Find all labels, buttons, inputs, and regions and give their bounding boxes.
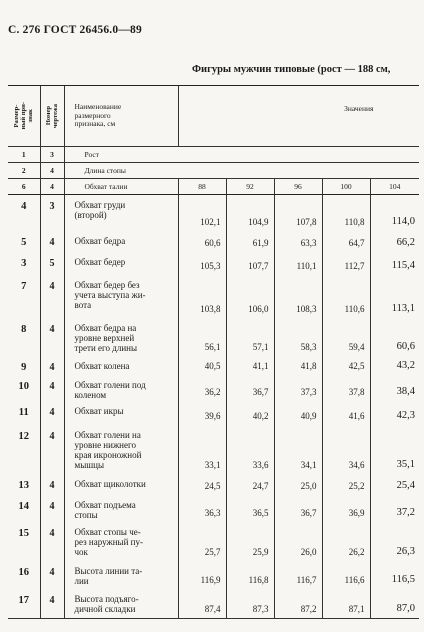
value-cell: 34,6 <box>322 425 370 474</box>
value-cell: 26,3 <box>370 522 419 561</box>
table-row <box>8 425 419 474</box>
value-cell: 116,7 <box>274 561 322 589</box>
feature-number: 1 <box>8 147 40 163</box>
value-cell: 40,5 <box>178 356 226 375</box>
empty-values-cell <box>178 147 419 163</box>
value-cell: 37,2 <box>370 495 419 522</box>
value-cell: 25,2 <box>322 474 370 495</box>
feature-name: Обхват голени на уровне нижнего края икроножной мышцы <box>64 425 178 474</box>
feature-number: 4 <box>21 201 27 212</box>
waist-girth-value: 96 <box>274 179 322 195</box>
value-cell: 37,3 <box>274 375 322 401</box>
waist-girth-value: 88 <box>178 179 226 195</box>
feature-name: Обхват бедер без учета выступа жи- вота <box>64 275 178 318</box>
value-cell: 36,2 <box>178 375 226 401</box>
feature-number: 2 <box>8 163 40 179</box>
value-cell: 105,3 <box>178 252 226 275</box>
feature-number: 9 <box>21 361 27 373</box>
value-cell: 25,7 <box>178 522 226 561</box>
value-cell: 33,6 <box>226 425 274 474</box>
table-row <box>8 495 419 522</box>
value-cell: 40,9 <box>274 401 322 425</box>
feature-number: 14 <box>18 500 29 512</box>
drawing-number: 4 <box>40 318 64 356</box>
value-cell: 110,1 <box>274 252 322 275</box>
value-cell: 42,3 <box>370 401 419 425</box>
value-cell: 36,3 <box>178 495 226 522</box>
drawing-number: 5 <box>40 252 64 275</box>
value-cell: 87,1 <box>322 589 370 619</box>
table-row <box>8 589 419 619</box>
value-cell: 36,7 <box>226 375 274 401</box>
value-cell: 116,9 <box>178 561 226 589</box>
feature-number: 13 <box>18 479 29 491</box>
value-cell: 60,6 <box>178 231 226 252</box>
value-cell: 33,1 <box>178 425 226 474</box>
value-cell: 26,2 <box>322 522 370 561</box>
value-cell: 104,9 <box>226 195 274 231</box>
feature-number: 7 <box>21 280 27 292</box>
value-cell: 115,4 <box>370 252 419 275</box>
value-cell: 103,8 <box>178 275 226 318</box>
value-cell: 107,8 <box>274 195 322 231</box>
value-cell: 34,1 <box>274 425 322 474</box>
drawing-number: 4 <box>40 589 64 619</box>
value-cell: 116,5 <box>370 561 419 589</box>
feature-number: 12 <box>18 430 29 442</box>
measurements-table <box>8 85 419 619</box>
value-cell: 24,5 <box>178 474 226 495</box>
feature-name: Обхват бедра <box>64 231 178 252</box>
value-cell: 112,7 <box>322 252 370 275</box>
value-cell: 87,2 <box>274 589 322 619</box>
value-cell: 63,3 <box>274 231 322 252</box>
value-cell: 59,4 <box>322 318 370 356</box>
feature-name: Обхват талии <box>64 179 178 195</box>
drawing-number: 4 <box>40 522 64 561</box>
header-feature-name: Наименование размерного признака, см <box>64 86 178 147</box>
drawing-number: 3 <box>40 147 64 163</box>
header-values <box>178 86 419 147</box>
value-cell: 57,1 <box>226 318 274 356</box>
feature-name: Высота подъяго- дичной складки <box>64 589 178 619</box>
value-cell: 24,7 <box>226 474 274 495</box>
value-cell: 110,6 <box>322 275 370 318</box>
value-cell: 108,3 <box>274 275 322 318</box>
table-row <box>8 356 419 375</box>
feature-number: 8 <box>21 323 27 335</box>
value-cell: 38,4 <box>370 375 419 401</box>
drawing-number: 4 <box>40 231 64 252</box>
table-row <box>8 401 419 425</box>
feature-name: Рост <box>64 147 178 163</box>
drawing-number: 4 <box>40 425 64 474</box>
feature-name: Высота линии та- лии <box>64 561 178 589</box>
drawing-number: 4 <box>40 474 64 495</box>
table-row <box>8 474 419 495</box>
value-cell: 25,4 <box>370 474 419 495</box>
feature-number: 6 <box>8 179 40 195</box>
drawing-number: 3 <box>40 195 64 231</box>
value-cell: 66,2 <box>370 231 419 252</box>
value-cell: 36,5 <box>226 495 274 522</box>
feature-name: Обхват голени под коленом <box>64 375 178 401</box>
value-cell: 113,1 <box>370 275 419 318</box>
drawing-number: 4 <box>40 375 64 401</box>
drawing-number: 4 <box>40 275 64 318</box>
value-cell: 87,4 <box>178 589 226 619</box>
value-cell: 87,3 <box>226 589 274 619</box>
table-row <box>8 561 419 589</box>
feature-number: 3 <box>21 257 27 269</box>
value-cell: 36,7 <box>274 495 322 522</box>
drawing-number: 4 <box>40 401 64 425</box>
feature-number: 10 <box>18 380 29 392</box>
feature-name: Обхват стопы че- рез наружный пу- чок <box>64 522 178 561</box>
waist-girth-value: 92 <box>226 179 274 195</box>
value-cell: 40,2 <box>226 401 274 425</box>
value-cell: 60,6 <box>370 318 419 356</box>
feature-name: Обхват щиколотки <box>64 474 178 495</box>
value-cell: 114,0 <box>370 195 419 231</box>
table-row <box>8 231 419 252</box>
table-row <box>8 195 419 231</box>
header-feature-number <box>8 86 40 147</box>
feature-number: 17 <box>8 589 40 619</box>
value-cell: 56,1 <box>178 318 226 356</box>
value-cell: 41,6 <box>322 401 370 425</box>
table-row <box>8 275 419 318</box>
value-cell: 61,9 <box>226 231 274 252</box>
value-cell: 87,0 <box>370 589 419 619</box>
value-cell: 107,7 <box>226 252 274 275</box>
subheader-row <box>8 179 419 195</box>
value-cell: 116,8 <box>226 561 274 589</box>
value-cell: 116,6 <box>322 561 370 589</box>
header-values-label: Значения <box>344 104 374 113</box>
feature-name: Длина стопы <box>64 163 178 179</box>
header-drawing-number-label: Номер чертежа <box>45 103 59 129</box>
subheader-row <box>8 147 419 163</box>
value-cell: 26,0 <box>274 522 322 561</box>
feature-name: Обхват подъема стопы <box>64 495 178 522</box>
table-row <box>8 252 419 275</box>
drawing-number: 4 <box>40 561 64 589</box>
feature-number: 15 <box>18 527 29 539</box>
waist-girth-value: 100 <box>322 179 370 195</box>
value-cell: 58,3 <box>274 318 322 356</box>
empty-values-cell <box>178 163 419 179</box>
subheader-row <box>8 163 419 179</box>
feature-number: 5 <box>21 236 27 248</box>
value-cell: 41,1 <box>226 356 274 375</box>
feature-name: Обхват бедер <box>64 252 178 275</box>
value-cell: 42,5 <box>322 356 370 375</box>
value-cell: 110,8 <box>322 195 370 231</box>
value-cell: 41,8 <box>274 356 322 375</box>
table-title: Фигуры мужчин типовые (рост — 188 см, <box>192 64 391 75</box>
waist-girth-value: 104 <box>370 179 419 195</box>
drawing-number: 4 <box>40 356 64 375</box>
feature-name: Обхват колена <box>64 356 178 375</box>
table-row <box>8 375 419 401</box>
feature-name: Обхват груди (второй) <box>64 195 178 231</box>
header-feature-number-label: Размер- ный при- знак <box>13 102 35 130</box>
value-cell: 37,8 <box>322 375 370 401</box>
drawing-number: 4 <box>40 179 64 195</box>
feature-name: Обхват бедра на уровне верхней трети его длины <box>64 318 178 356</box>
feature-number: 16 <box>18 566 29 578</box>
drawing-number: 4 <box>40 495 64 522</box>
value-cell: 25,0 <box>274 474 322 495</box>
table-row <box>8 318 419 356</box>
feature-number: 11 <box>18 406 29 418</box>
value-cell: 25,9 <box>226 522 274 561</box>
page-header: С. 276 ГОСТ 26456.0—89 <box>8 24 142 36</box>
feature-name: Обхват икры <box>64 401 178 425</box>
table-row <box>8 522 419 561</box>
value-cell: 36,9 <box>322 495 370 522</box>
header-drawing-number <box>40 86 64 147</box>
value-cell: 43,2 <box>370 356 419 375</box>
drawing-number: 4 <box>40 163 64 179</box>
value-cell: 106,0 <box>226 275 274 318</box>
value-cell: 64,7 <box>322 231 370 252</box>
value-cell: 35,1 <box>370 425 419 474</box>
value-cell: 102,1 <box>178 195 226 231</box>
value-cell: 39,6 <box>178 401 226 425</box>
